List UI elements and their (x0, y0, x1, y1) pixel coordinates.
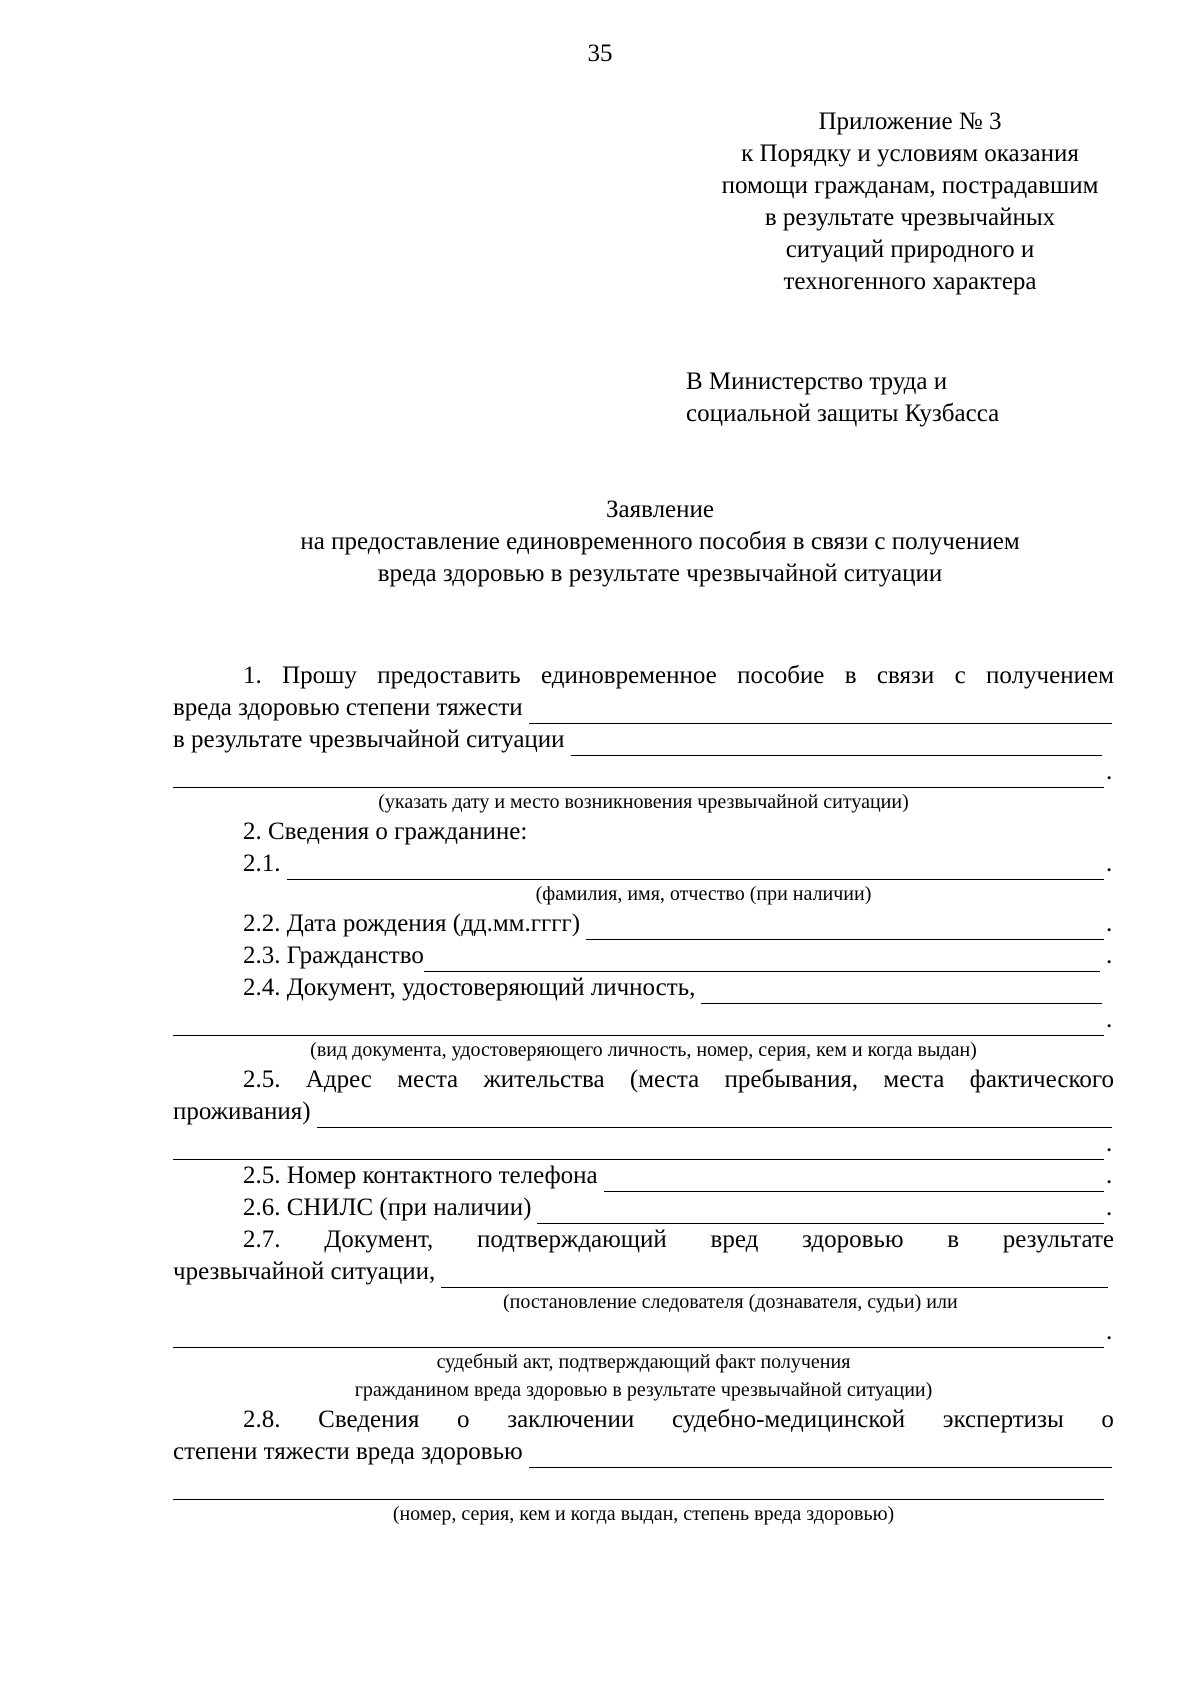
word: здоровью (802, 1226, 904, 1253)
field-label: чрезвычайной ситуации, (173, 1258, 436, 1285)
field-label: 2.3. Гражданство (243, 942, 424, 969)
field-label: степени тяжести вреда здоровью (173, 1438, 523, 1465)
address-continued-field[interactable] (173, 1135, 1104, 1160)
application-form (173, 660, 1114, 1528)
s26-row (173, 1192, 1114, 1224)
word: судебно-медицинской (671, 1406, 906, 1433)
word: фактического (969, 1066, 1114, 1093)
word: 2.8. (243, 1406, 281, 1433)
word: о (457, 1406, 470, 1433)
snils-field[interactable] (537, 1199, 1104, 1224)
full-name-field[interactable] (287, 855, 1105, 880)
period: . (1106, 942, 1113, 969)
s25b-row (173, 1160, 1114, 1192)
title-heading: Заявление (605, 496, 715, 523)
word: единовременное (541, 662, 717, 689)
emergency-details-field[interactable] (173, 763, 1104, 788)
caption-fio: (фамилия, имя, отчество (при наличии) (535, 883, 872, 905)
section-2-heading: 2. Сведения о гражданине: (243, 818, 528, 845)
caption-resolution-1: (постановление следователя (дознавателя, судьи) или (503, 1291, 958, 1313)
s28-line1 (173, 1404, 1114, 1436)
expertise-details-field[interactable] (173, 1475, 1104, 1500)
period: . (1106, 1162, 1113, 1189)
word: (места (629, 1066, 700, 1093)
s25-line3 (173, 1128, 1114, 1160)
period: . (1106, 1194, 1113, 1221)
appendix-line: техногенного характера (783, 268, 1037, 295)
period: . (1106, 1318, 1113, 1345)
field-label: 2.4. Документ, удостоверяющий личность, (243, 974, 696, 1001)
word: жительства (483, 1066, 605, 1093)
s27-line2 (173, 1256, 1114, 1288)
identity-document-details-field[interactable] (173, 1011, 1104, 1036)
expertise-field[interactable] (529, 1443, 1112, 1468)
word: 2.7. (243, 1226, 281, 1253)
caption-date-place: (указать дату и место возникновения чрезвычайной ситуации) (378, 791, 909, 813)
word: получением (986, 662, 1114, 689)
citizenship-field[interactable] (424, 947, 1100, 972)
word: вред (710, 1226, 759, 1253)
s25-line1 (173, 1064, 1114, 1096)
p1-line3 (173, 724, 1114, 756)
word: места (397, 1066, 459, 1093)
harm-document-details-field[interactable] (173, 1323, 1104, 1348)
s23-row (173, 940, 1114, 972)
identity-document-field[interactable] (701, 979, 1102, 1004)
severity-field[interactable] (529, 699, 1112, 724)
appendix-line: помощи гражданам, пострадавшим (721, 172, 1099, 199)
word: Документ, (324, 1226, 434, 1253)
word: в (947, 1226, 960, 1253)
caption-resolution-3: гражданином вреда здоровью в результате чрезвычайной ситуации) (354, 1379, 933, 1401)
field-label: 2.5. Номер контактного телефона (243, 1162, 598, 1189)
s24-row2 (173, 1004, 1114, 1036)
s28-line3 (173, 1468, 1114, 1500)
period: . (1106, 1130, 1113, 1157)
s25-line2 (173, 1096, 1114, 1128)
harm-document-field[interactable] (441, 1263, 1108, 1288)
word: связи (876, 662, 935, 689)
birth-date-field[interactable] (586, 915, 1104, 940)
word: Сведения (318, 1406, 420, 1433)
title-line: на предоставление единовременного пособия в связи с получением (300, 528, 1020, 555)
word: пребывания, (724, 1066, 859, 1093)
word: с (954, 662, 966, 689)
word: экспертизы (942, 1406, 1064, 1433)
word: 1. (243, 662, 262, 689)
p1-line4 (173, 756, 1114, 788)
s27-line1 (173, 1224, 1114, 1256)
address-field[interactable] (317, 1103, 1112, 1128)
s28-line2 (173, 1436, 1114, 1468)
caption-document: (вид документа, удостоверяющего личность, номер, серия, кем и когда выдан) (310, 1039, 977, 1061)
caption-expertise: (номер, серия, кем и когда выдан, степень вреда здоровью) (392, 1503, 895, 1525)
p1-line1 (173, 660, 1114, 692)
word: предоставить (377, 662, 521, 689)
addressee-line: социальной защиты Кузбасса (686, 400, 1000, 427)
emergency-field[interactable] (571, 731, 1102, 756)
addressee-line: В Министерство труда и (686, 368, 948, 395)
field-label: в результате чрезвычайной ситуации (173, 726, 565, 753)
field-label: вреда здоровью степени тяжести (173, 694, 523, 721)
document-title (160, 494, 1160, 590)
period: . (1106, 910, 1113, 937)
page-number: 35 (587, 40, 613, 67)
period: . (1106, 1006, 1113, 1033)
field-label: 2.1. (243, 850, 281, 877)
p1-line2 (173, 692, 1114, 724)
appendix-line: к Порядку и условиям оказания (741, 140, 1079, 167)
word: 2.5. (243, 1066, 281, 1093)
appendix-note (660, 106, 1160, 298)
word: Прошу (282, 662, 357, 689)
word: места (883, 1066, 945, 1093)
appendix-line: Приложение № 3 (818, 108, 1002, 135)
field-label: 2.2. Дата рождения (дд.мм.гггг) (243, 910, 581, 937)
title-line: вреда здоровью в результате чрезвычайной ситуации (377, 560, 943, 587)
field-label: 2.6. СНИЛС (при наличии) (243, 1194, 532, 1221)
word: заключении (507, 1406, 635, 1433)
addressee (686, 366, 1106, 430)
word: результате (1002, 1226, 1114, 1253)
appendix-line: в результате чрезвычайных (764, 204, 1056, 231)
period: . (1106, 850, 1113, 877)
word: пособие (737, 662, 825, 689)
period: . (1106, 758, 1113, 785)
word: Адрес (305, 1066, 372, 1093)
s21-row (173, 848, 1114, 880)
appendix-line: ситуаций природного и (785, 236, 1035, 263)
word: в (844, 662, 857, 689)
word: подтверждающий (476, 1226, 667, 1253)
s24-row (173, 972, 1114, 1004)
field-label: проживания) (173, 1098, 311, 1125)
word: о (1101, 1406, 1114, 1433)
s27-line3 (173, 1316, 1114, 1348)
caption-resolution-2: судебный акт, подтверждающий факт получения (436, 1351, 851, 1373)
s22-row (173, 908, 1114, 940)
phone-field[interactable] (604, 1167, 1104, 1192)
